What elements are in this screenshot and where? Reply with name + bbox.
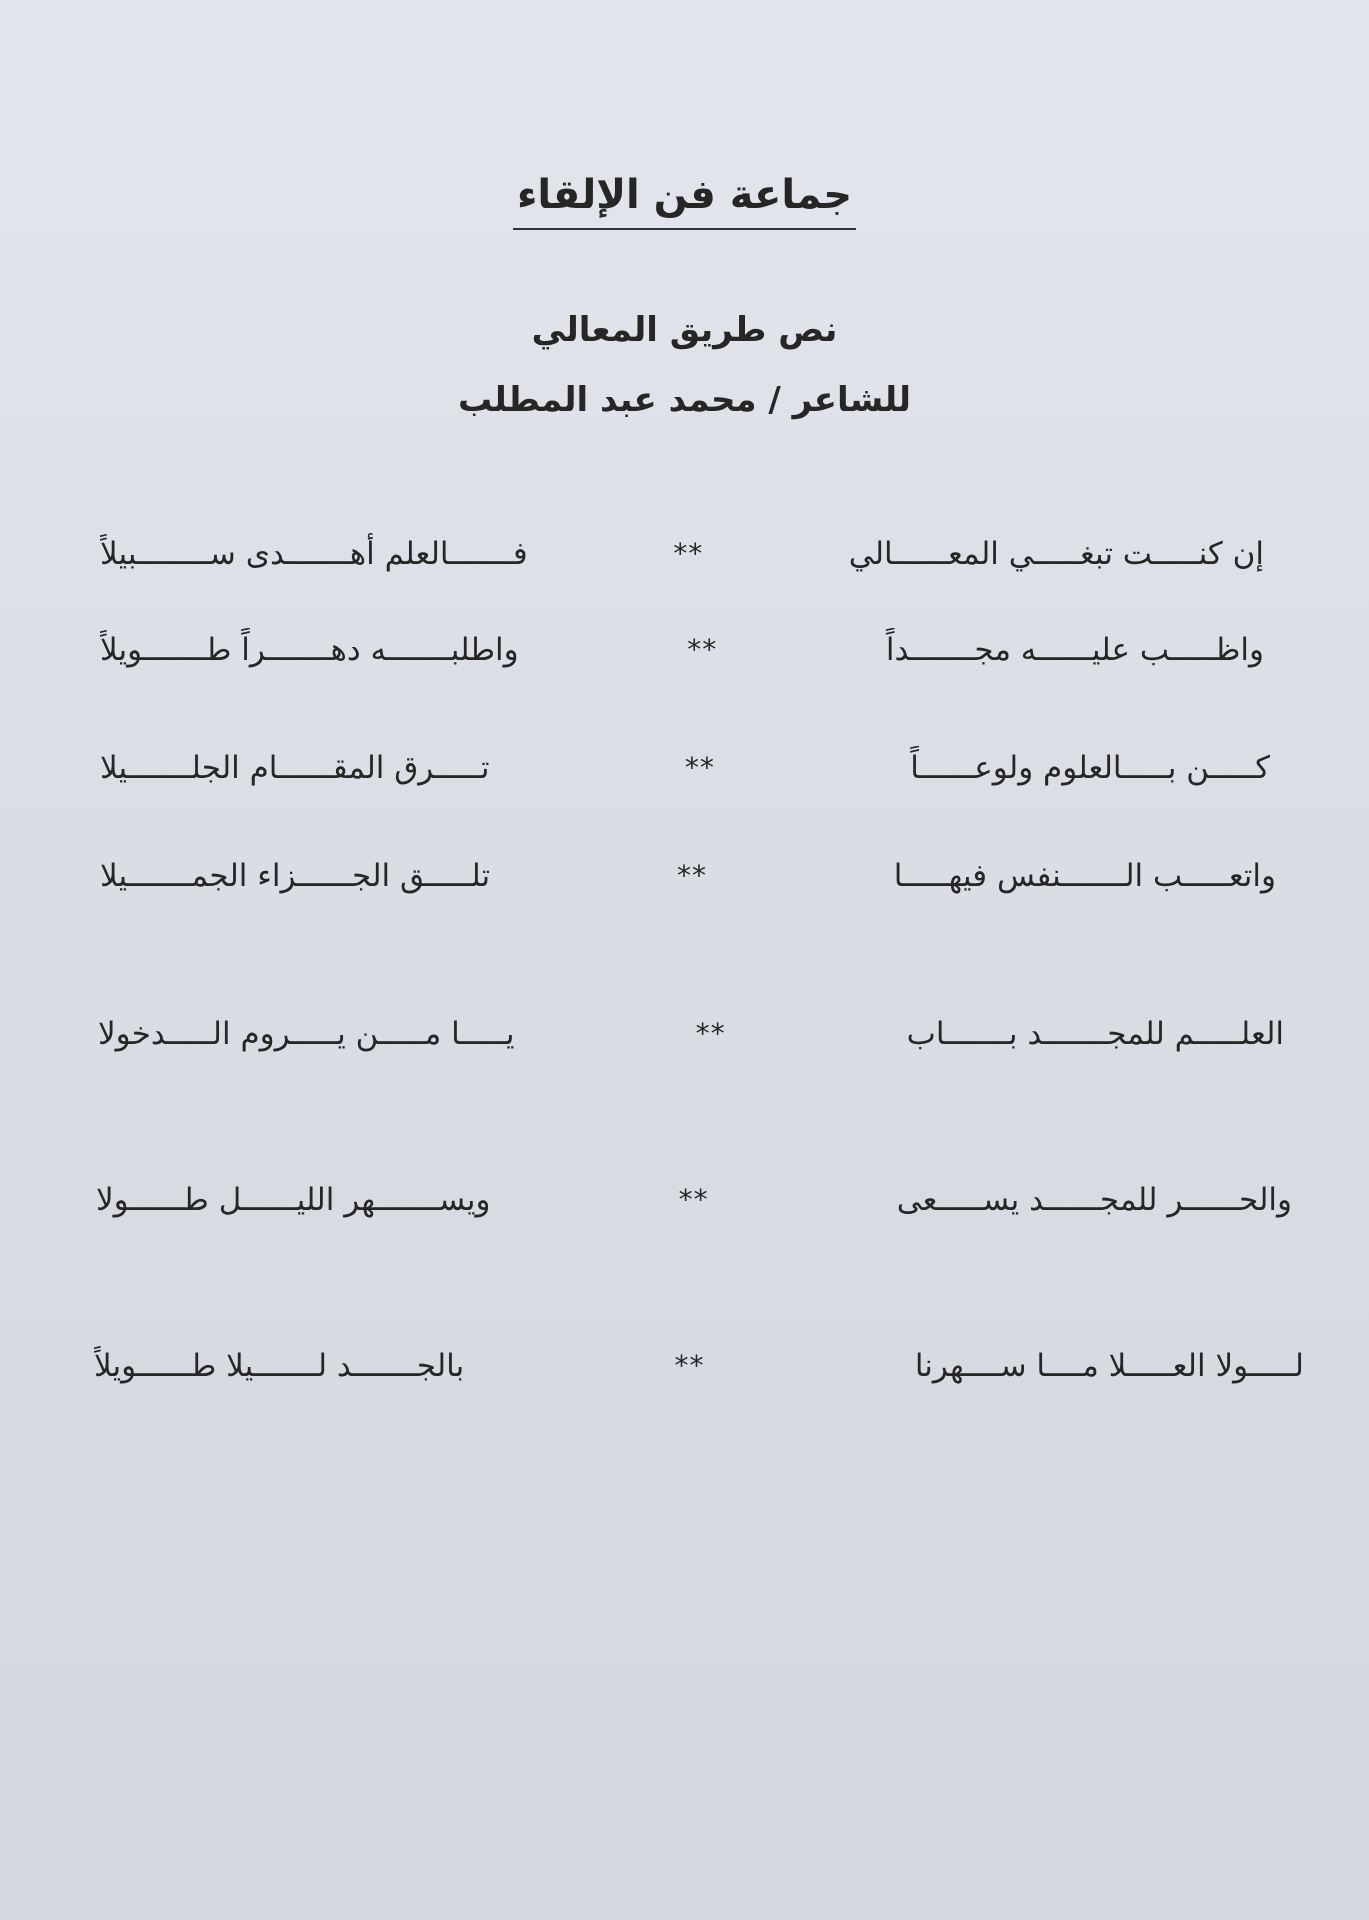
verse-line	[98, 1012, 1284, 1056]
verse-separator: **	[676, 859, 707, 892]
poet-name: للشاعر / محمد عبد المطلب	[457, 380, 912, 420]
verse-second-hemistich: بالجـــــــد لـــــــيلا طــــــويلاً	[93, 1348, 465, 1384]
verse-separator: **	[678, 1183, 709, 1216]
verse-first-hemistich: إن كنـــــت تبغـــــي المعــــــالي	[848, 536, 1264, 572]
verse-first-hemistich: العلـــــم للمجـــــــد بـــــــاب	[906, 1016, 1284, 1052]
verse-line	[100, 532, 1264, 576]
verse-first-hemistich: والحــــــر للمجــــــد يســـــعى	[896, 1182, 1292, 1218]
verse-separator: **	[687, 633, 718, 666]
verse-second-hemistich: واطلبـــــــه دهـــــــراً طـــــــويلاً	[99, 632, 519, 668]
verse-separator: **	[673, 537, 704, 570]
verse-separator: **	[695, 1017, 726, 1050]
verse-second-hemistich: فـــــــالعلم أهـــــــدى ســــــــبيلاً	[100, 536, 528, 572]
verse-line	[100, 746, 1270, 790]
verse-separator: **	[674, 1349, 705, 1382]
verse-second-hemistich: ويســـــــهر الليــــــل طــــــولا	[96, 1182, 491, 1218]
verse-first-hemistich: واظـــــب عليــــــه مجـــــــداً	[885, 632, 1264, 668]
poem-title: نص طريق المعالي	[531, 310, 838, 350]
group-title-text: جماعة فن الإلقاء	[513, 168, 856, 230]
verse-line	[96, 1178, 1292, 1222]
verse-first-hemistich: لـــــولا العـــــلا مــــا ســــهرنا	[914, 1348, 1304, 1384]
verse-separator: **	[684, 751, 715, 784]
verse-line	[100, 628, 1264, 672]
verse-line	[94, 1344, 1304, 1388]
verse-second-hemistich: تلـــــق الجــــــزاء الجمـــــــيلا	[100, 858, 491, 894]
verse-second-hemistich: تـــــرق المقــــــام الجلـــــــيلا	[100, 750, 490, 786]
verse-line	[100, 854, 1276, 898]
verse-second-hemistich: يـــــا مـــــن يـــــروم الـــــدخولا	[98, 1016, 515, 1052]
verse-first-hemistich: واتعـــــب الـــــــنفس فيهـــــا	[893, 858, 1276, 894]
verse-first-hemistich: كـــــن بـــــالعلوم ولوعــــــاً	[910, 750, 1270, 786]
